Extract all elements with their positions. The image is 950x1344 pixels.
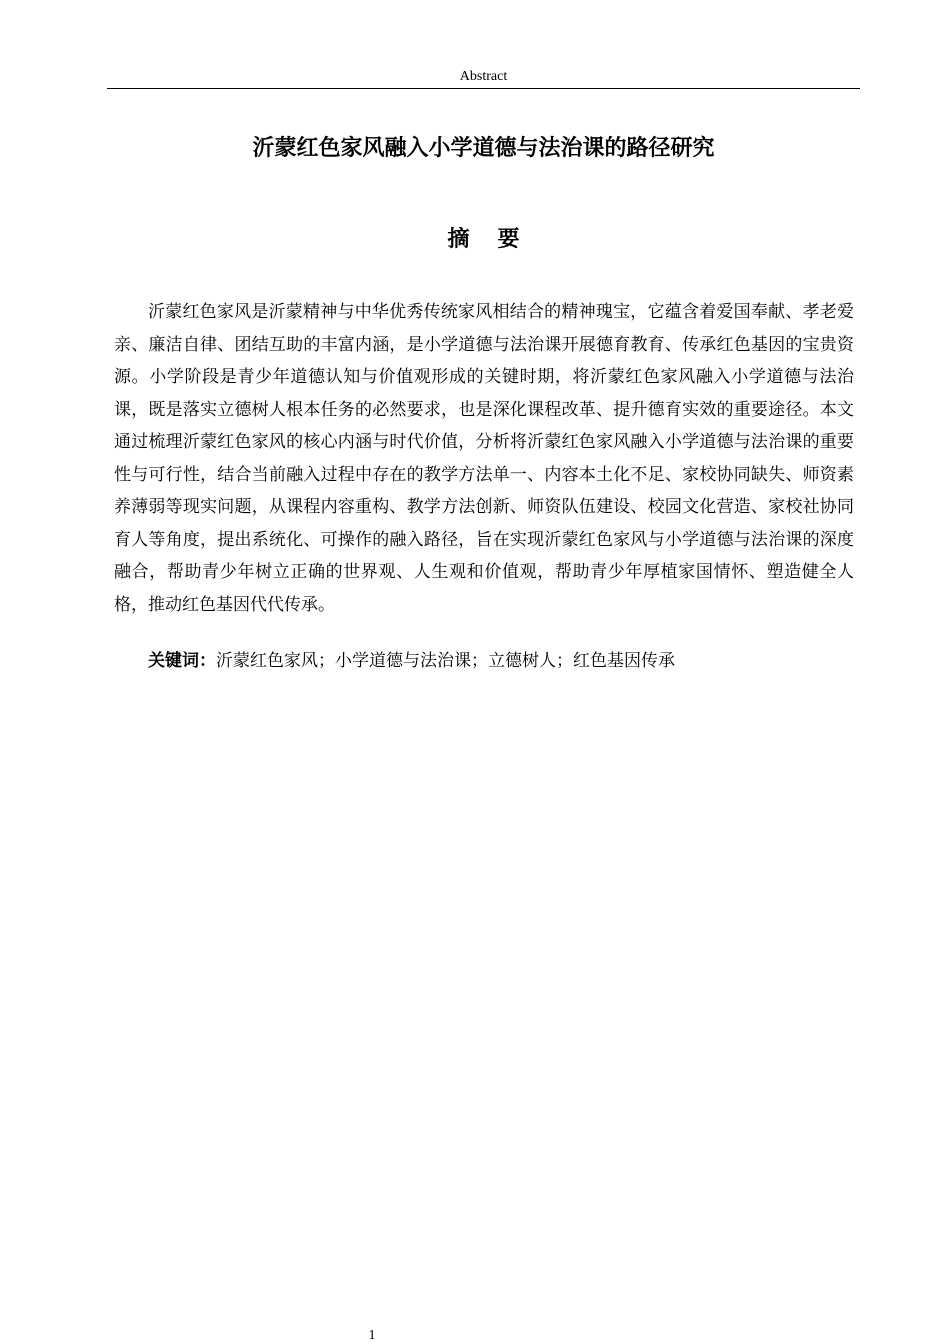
keywords-label: 关键词：	[148, 651, 216, 671]
document-title: 沂蒙红色家风融入小学道德与法治课的路径研究	[252, 136, 715, 161]
header-rule	[107, 88, 860, 89]
running-header: Abstract	[459, 69, 508, 84]
keywords-line	[114, 648, 854, 674]
abstract-body: 沂蒙红色家风是沂蒙精神与中华优秀传统家风相结合的精神瑰宝，它蕴含着爱国奉献、孝老爱亲、廉洁自律、团结互助的丰富内涵，是小学道德与法治课开展德育教育、传承红色基因的宝贵资源。小学阶段是青少年道德认知与价值观形成的关键时期，将沂蒙红色家风融入小学道德与法治课，既是落实立德树人根本任务的必然要求，也是深化课程改革、提升德育实效的重要途径。本文通过梳理沂蒙红色家风的核心内涵与时代价值，分析将沂蒙红色家风融入小学道德与法治课的重要性与可行性，结合当前融入过程中存在的教学方法单一、内容本土化不足、家校协同缺失、师资素养薄弱等现实问题，从课程内容重构、教学方法创新、师资队伍建设、校园文化营造、家校社协同育人等角度，提出系统化、可操作的融入路径，旨在实现沂蒙红色家风与小学道德与法治课的深度融合，帮助青少年树立正确的世界观、人生观和价值观，帮助青少年厚植家国情怀、塑造健全人格，推动红色基因代代传承。	[114, 302, 854, 615]
keywords-text: 沂蒙红色家风；小学道德与法治课；立德树人；红色基因传承	[216, 651, 675, 671]
page-number: 1	[368, 1328, 376, 1343]
abstract-heading: 摘要	[447, 227, 548, 252]
